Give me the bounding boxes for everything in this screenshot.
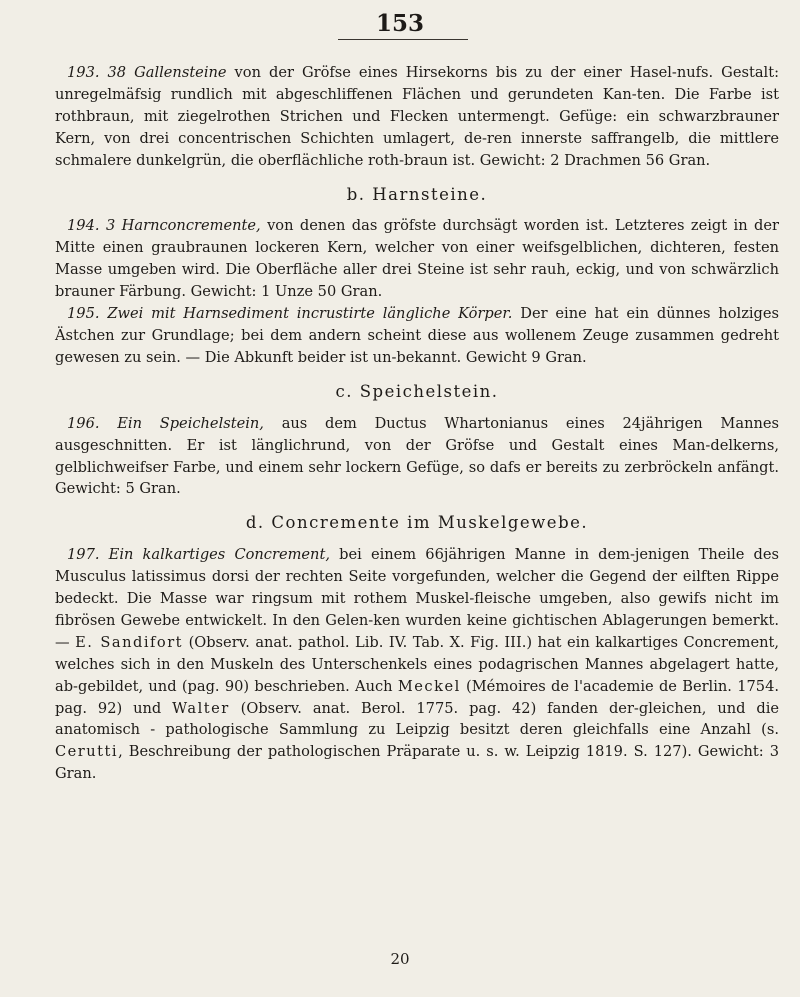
section-heading-muskelgewebe: d. Concremente im Muskelgewebe.: [245, 513, 589, 533]
entry-title: Ein kalkartiges Concrement,: [108, 546, 330, 564]
entry-text: (Mémoires de l'academie de Berlin. 1754. pag. 92) und: [55, 677, 779, 717]
entry-193: [55, 62, 779, 172]
entry-text: Der eine hat ein dünnes holziges Ästchen zur Grundlage; bei dem andern scheint diese aus wollenem Zeuge zusammen gedreht gewesen zu sein. — Die Abkunft beider ist un-bekannt. Gewicht 9 Gran.: [55, 305, 780, 366]
entry-text: aus dem Ductus Whartonianus eines 24jährigen Mannes ausgeschnitten. Er ist länglichrund, von der Gröfse und Gestalt eines Man-delkerns, gelblichweifser Farbe, und einem sehr lockern Gefüge, so dafs er bereits zu zerbröckeln anfängt. Gewicht: 5 Gran.: [55, 414, 779, 498]
entry-text: (Observ. anat. Berol. 1775. pag. 42) fanden der-gleichen, und die anatomisch - pathologische Sammlung zu Leipzig besitzt deren gleichfalls eine Anzahl (s.: [55, 699, 780, 739]
entry-title: 3 Harnconcremente,: [105, 217, 261, 235]
header-rule: [338, 39, 468, 40]
entry-text: von denen das gröfste durchsägt worden ist. Letzteres zeigt in der Mitte einen graubraunen lockeren Kern, welcher von einer weifsgelblichen, dichteren, festen Masse umgeben wird. Die Oberfläche aller drei Steine ist sehr rauh, eckig, und von schwärzlich brauner Färbung. Gewicht: 1 Unze 50 Gran.: [55, 217, 779, 301]
author-name: Meckel: [397, 677, 461, 695]
entry-number: 195.: [67, 305, 100, 323]
signature-mark: 20: [390, 950, 410, 968]
entry-number: 194.: [67, 217, 100, 235]
entry-text: bei einem 66jährigen Manne in dem-jenigen Theile des Musculus latissimus dorsi der rechten Seite vorgefunden, welcher die Gegend der eilften Rippe bedeckt. Die Masse war ringsum mit rothem Muskel-fleische umgeben, also gewifs nicht im fibrösen Gewebe entwickelt. In den Gelen-ken wurden keine gichtischen Ablagerungen bemerkt. —: [55, 546, 780, 651]
entry-number: 197.: [67, 546, 100, 564]
entry-196: [55, 413, 779, 501]
entry-title: Ein Speichelstein,: [117, 414, 264, 432]
entry-number: 193.: [67, 64, 100, 81]
entry-text: (Observ. anat. pathol. Lib. IV. Tab. X. Fig. III.) hat ein kalkartiges Concrement, welches sich in den Muskeln des Unterschenkels eines podagrischen Mannes abgelagert hatte, ab-gebildet, und (pag. 90) beschrieben. Auch: [55, 633, 779, 695]
entry-195: [55, 303, 779, 369]
author-name: E. Sandifort: [75, 633, 184, 651]
page-body: [55, 62, 779, 785]
author-name: Cerutti: [55, 743, 119, 761]
entry-title: Zwei mit Harnsediment incrustirte längliche Körper.: [107, 305, 513, 323]
section-heading-harnsteine: b. Harnsteine.: [346, 184, 488, 204]
page-number: 153: [375, 10, 424, 37]
entry-text: von der Gröfse eines Hirsekorns bis zu der einer Hasel-nufs. Gestalt: unregelmäfsig rundlich mit abgeschliffenen Flächen und gerundeten Kan-ten. Die Farbe ist rothbraun, mit ziegelrothen Strichen und Flecken untermengt. Gefüge: ein schwarzbrauner Kern, von drei concentrischen Schichten umlagert, de-ren innerste saffrangelb, die mittlere schmalere dunkelgrün, die oberflächliche roth-braun ist. Gewicht: 2 Drachmen 56 Gran.: [55, 64, 779, 169]
entry-197: [55, 544, 779, 785]
entry-194: [55, 215, 779, 303]
author-name: Walter: [172, 699, 230, 717]
entry-title: 38 Gallensteine: [107, 64, 227, 81]
section-heading-speichelstein: c. Speichelstein.: [335, 381, 499, 401]
entry-number: 196.: [67, 414, 100, 432]
entry-text: , Beschreibung der pathologischen Präparate u. s. w. Leipzig 1819. S. 127). Gewicht: 3 Gran.: [55, 743, 779, 783]
